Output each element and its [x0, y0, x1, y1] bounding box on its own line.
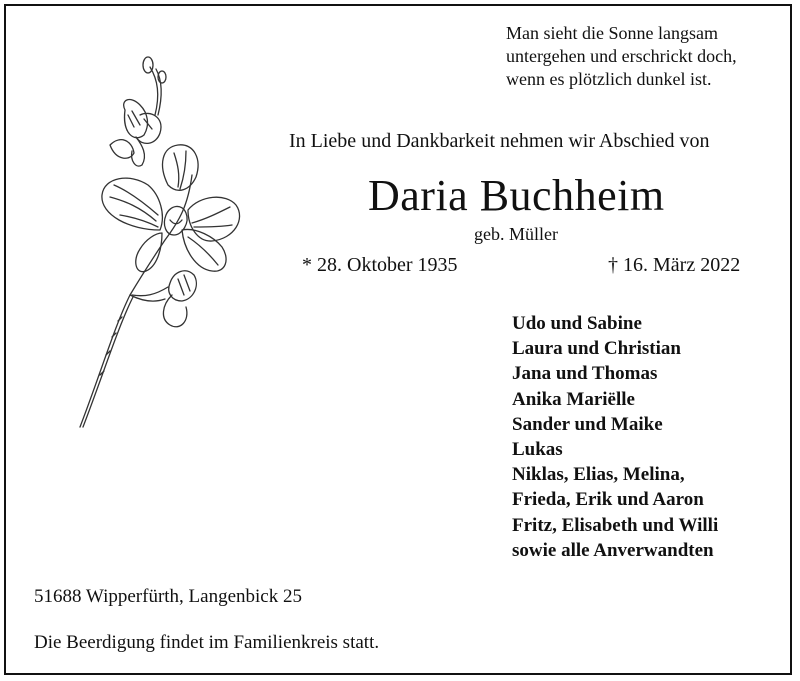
birth-date: * 28. Oktober 1935 — [302, 254, 458, 276]
maiden-name: geb. Müller — [474, 224, 558, 244]
poem-line: Man sieht die Sonne langsam — [506, 23, 718, 43]
family-line: Laura und Christian — [512, 338, 681, 360]
poem — [506, 22, 737, 91]
poem-line: wenn es plötzlich dunkel ist. — [506, 69, 712, 89]
address: 51688 Wipperfürth, Langenbick 25 — [34, 586, 302, 607]
family-line: Fritz, Elisabeth und Willi — [512, 514, 719, 536]
family-list — [512, 311, 718, 563]
family-line: sowie alle Anverwandten — [512, 539, 714, 561]
family-line: Anika Mariëlle — [512, 388, 635, 410]
funeral-note: Die Beerdigung findet im Familienkreis statt. — [34, 632, 380, 653]
poem-line: untergehen und erschrickt doch, — [506, 46, 737, 66]
family-line: Sander und Maike — [512, 413, 663, 435]
orchid-drawing-icon — [70, 55, 270, 435]
intro-text: In Liebe und Dankbarkeit nehmen wir Abschied von — [289, 130, 710, 152]
death-date: † 16. März 2022 — [608, 254, 741, 276]
family-line: Jana und Thomas — [512, 363, 658, 385]
deceased-name: Daria Buchheim — [368, 171, 665, 220]
family-line: Lukas — [512, 439, 563, 461]
family-line: Frieda, Erik und Aaron — [512, 489, 704, 511]
family-line: Niklas, Elias, Melina, — [512, 464, 685, 486]
family-line: Udo und Sabine — [512, 313, 642, 334]
